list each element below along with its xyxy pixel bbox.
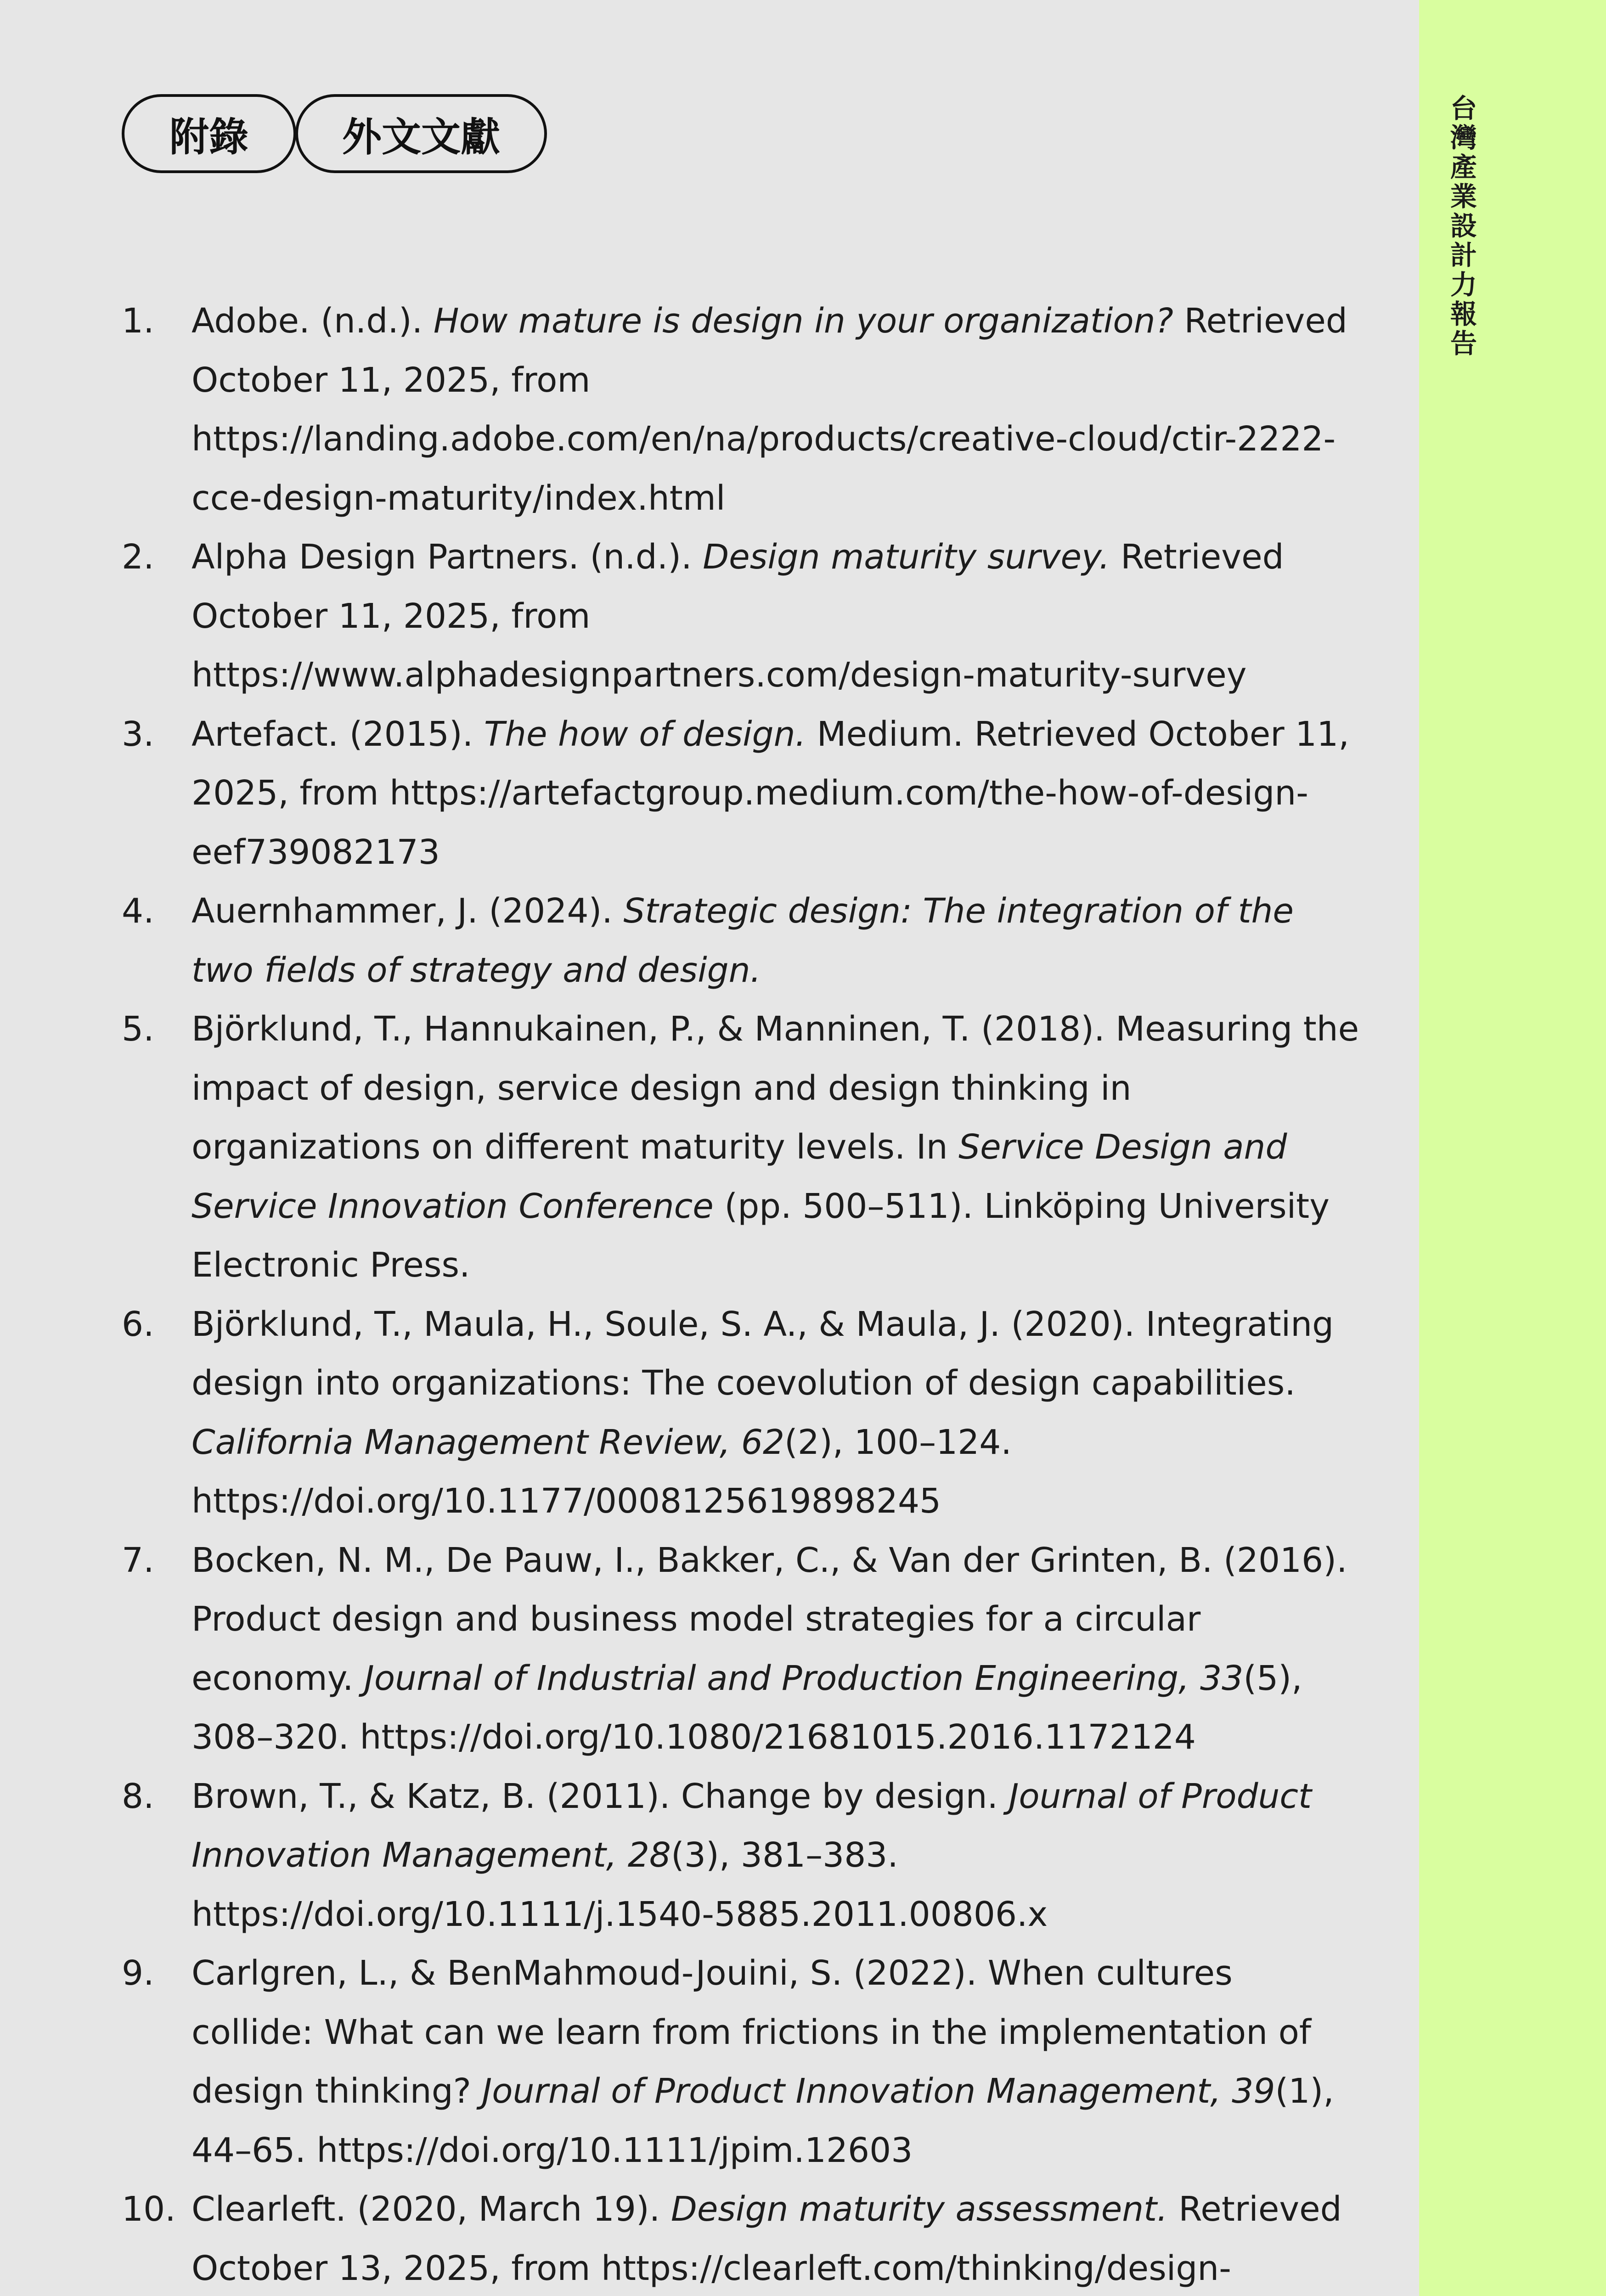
reference-item	[122, 292, 1362, 528]
reference-number: 4.	[122, 891, 154, 931]
reference-title: Journal of Product Innovation Management, 28	[192, 1776, 1312, 1875]
reference-number: 10.	[122, 2189, 176, 2229]
reference-text: Björklund, T., Hannukainen, P., & Manninen, T. (2018). Measuring the impact of design, service design and design thinking in organizations on different maturity levels. In	[192, 1009, 1359, 1167]
reference-text: Björklund, T., Maula, H., Soule, S. A., & Maula, J. (2020). Integrating design into organizations: The coevolution of design capabilities.	[192, 1304, 1334, 1403]
reference-title: How mature is design in your organization?	[433, 301, 1173, 341]
reference-text: (3), 381–383. https://doi.org/10.1111/j.1540-5885.2011.00806.x	[192, 1835, 1048, 1934]
reference-text: (pp. 500–511). Linköping University Electronic Press.	[192, 1186, 1330, 1285]
reference-item	[122, 705, 1362, 882]
reference-title: Service Design and Service Innovation Conference	[192, 1127, 1287, 1226]
reference-item	[122, 1767, 1362, 1944]
reference-text: Alpha Design Partners. (n.d.).	[192, 537, 703, 577]
reference-title: Journal of Industrial and Production Engineering, 33	[364, 1658, 1244, 1698]
reference-number: 8.	[122, 1776, 154, 1816]
reference-number: 2.	[122, 537, 154, 577]
side-title: 台灣產業設計力報告	[1446, 94, 1477, 359]
reference-item	[122, 528, 1362, 705]
foreign-literature-tag: 外文文獻	[295, 94, 547, 173]
reference-text: Bocken, N. M., De Pauw, I., Bakker, C., & Van der Grinten, B. (2016). Product design and business model strategies for a circular economy.	[192, 1540, 1347, 1698]
reference-text: Retrieved October 11, 2025, from https://landing.adobe.com/en/na/products/creative-cloud/ctir-2222-cce-design-maturity/index.html	[192, 301, 1347, 518]
reference-item	[122, 1531, 1362, 1767]
reference-item	[122, 1944, 1362, 2180]
appendix-tag: 附錄	[122, 94, 296, 173]
reference-title: Strategic design: The integration of the two fields of strategy and design.	[192, 891, 1294, 990]
reference-number: 6.	[122, 1304, 154, 1344]
reference-title: Journal of Product Innovation Management, 39	[482, 2071, 1275, 2111]
reference-text: (2), 100–124. https://doi.org/10.1177/0008125619898245	[192, 1422, 1012, 1521]
reference-text: Medium. Retrieved October 11, 2025, from https://artefactgroup.medium.com/the-how-of-design-eef739082173	[192, 714, 1349, 872]
reference-number: 5.	[122, 1009, 154, 1049]
reference-text: (5), 308–320. https://doi.org/10.1080/21681015.2016.1172124	[192, 1658, 1302, 1757]
reference-text: Clearleft. (2020, March 19).	[192, 2189, 671, 2229]
reference-title: California Management Review, 62	[192, 1422, 785, 1462]
reference-text: Artefact. (2015).	[192, 714, 484, 754]
reference-number: 1.	[122, 301, 154, 341]
section-tags	[122, 94, 547, 173]
reference-title: The how of design.	[484, 714, 806, 754]
reference-item	[122, 1295, 1362, 1531]
reference-list	[122, 292, 1362, 2296]
reference-text: Auernhammer, J. (2024).	[192, 891, 624, 931]
reference-text: Retrieved October 11, 2025, from https://www.alphadesignpartners.com/design-maturity-survey	[192, 537, 1284, 695]
reference-text: Brown, T., & Katz, B. (2011). Change by design.	[192, 1776, 1009, 1816]
reference-text: Retrieved October 13, 2025, from https://clearleft.com/thinking/design-	[192, 2189, 1342, 2288]
reference-text: Adobe. (n.d.).	[192, 301, 434, 341]
reference-text: (1), 44–65. https://doi.org/10.1111/jpim.12603	[192, 2071, 1334, 2170]
reference-title: Design maturity survey.	[703, 537, 1110, 577]
reference-text: Carlgren, L., & BenMahmoud‐Jouini, S. (2022). When cultures collide: What can we learn from frictions in the implementation of design thinking?	[192, 1953, 1311, 2111]
reference-title: Design maturity assessment.	[671, 2189, 1168, 2229]
reference-number: 3.	[122, 714, 154, 754]
reference-item	[122, 1000, 1362, 1295]
reference-item	[122, 882, 1362, 1000]
reference-item	[122, 2180, 1362, 2296]
reference-number: 7.	[122, 1540, 154, 1580]
reference-number: 9.	[122, 1953, 154, 1993]
